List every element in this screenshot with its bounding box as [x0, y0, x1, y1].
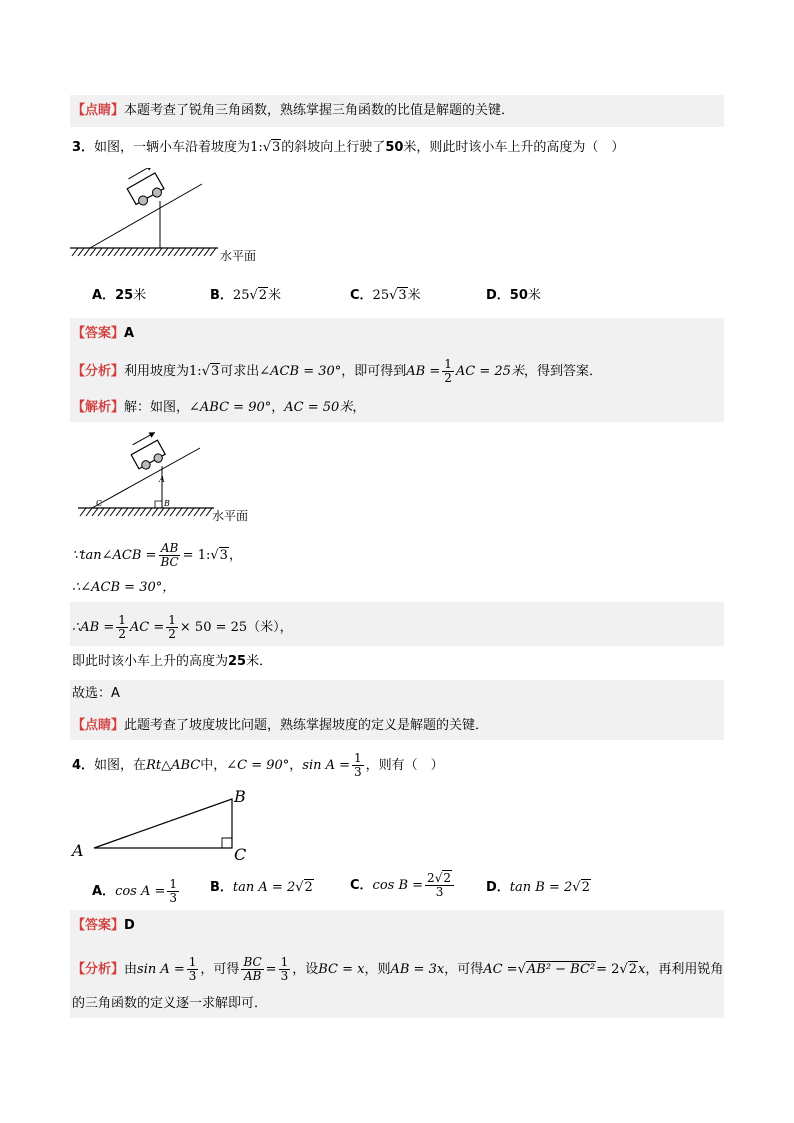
q3-figure-label: 水平面: [220, 249, 257, 263]
q4-label-c: C: [234, 845, 247, 864]
q3-analysis: 【分析】利用坡度为1:√3可求出∠ACB = 30°，即可得到AB = $\frac{1}{2}$ AC = 25米，得到答案．: [72, 357, 602, 385]
fig2-label-c: C: [96, 499, 103, 508]
q4-option-b[interactable]: B．tan A = 2√2: [210, 880, 313, 895]
q4-analysis: 【分析】由sin A = $\frac{1}{3}$ ，可得 $\frac{BC}{AB}$ = $\frac{1}{3}$ ，设BC = x，则AB = 3x，可得AC =√AB² − BC²= 2√2x，再利用锐角: [72, 955, 724, 983]
q3-choose: 故选：A: [72, 686, 120, 701]
fig2-label-b: B: [164, 499, 170, 508]
fig2-label-a: A: [159, 475, 165, 484]
q3-step-2: ∴∠ACB = 30°，: [72, 580, 176, 595]
q4-label-a: A: [72, 841, 84, 860]
q3-option-d[interactable]: D．50米: [486, 288, 541, 303]
prev-dianjing: [72, 101, 514, 121]
q3-slope-ratio: 1:: [250, 140, 263, 155]
q4-stem: 4．如图，在Rt△ABC中，∠C = 90°，sin A = $\frac{1}{3}$ ，则有（ ）: [72, 751, 444, 779]
q3-figure: [70, 168, 270, 268]
q3-solution: 【解析】解：如图，∠ABC = 90°，AC = 50米，: [72, 400, 366, 415]
document-page: [70, 0, 724, 1123]
q3-step-1: ∵tan∠ACB = $\frac{AB}{BC}$ = 1:√3，: [72, 541, 242, 569]
dianjing-tag: 【点睛】: [72, 103, 125, 118]
fig2-plane-label: 水平面: [212, 509, 249, 523]
q3-option-a[interactable]: A．25米: [92, 288, 147, 303]
q4-label-b: B: [234, 787, 246, 806]
q3-step-4: 即此时该小车上升的高度为25米．: [72, 654, 273, 669]
q3-option-b[interactable]: B．25√2米: [210, 288, 282, 303]
dianjing-text: 本题考查了锐角三角函数，熟练掌握三角函数的比值是解题的关键．: [124, 103, 515, 118]
q4-option-a[interactable]: A．cos A = $\frac{1}{3}$: [92, 877, 178, 905]
q3-number: 3．: [72, 140, 95, 155]
q4-option-c[interactable]: C．cos B = $\frac{2√2}{3}$: [350, 872, 456, 899]
q4-option-d[interactable]: D．tan B = 2√2: [486, 880, 590, 895]
q3-solution-figure: [72, 426, 258, 526]
q4-answer: 【答案】D: [72, 918, 135, 933]
q3-dianjing: 【点睛】此题考查了坡度坡比问题，熟练掌握坡度的定义是解题的关键．: [72, 718, 489, 733]
q3-distance: 50: [385, 140, 404, 155]
q3-stem-b: 的斜坡向上行驶了: [281, 140, 386, 155]
q3-option-c[interactable]: C．25√3米: [350, 288, 421, 303]
q3-stem: [72, 138, 624, 158]
car-icon: [122, 168, 168, 208]
q4-triangle-figure: [70, 786, 270, 866]
q3-stem-a: 如图，一辆小车沿着坡度为: [94, 140, 251, 155]
q4-analysis-line2: 的三角函数的定义逐一求解即可．: [72, 996, 268, 1011]
q3-step-3: ∴AB = $\frac{1}{2}$ AC = $\frac{1}{2}$ × 50 = 25（米），: [72, 613, 293, 641]
q3-answer: 【答案】A: [72, 326, 135, 341]
q3-stem-c: 米，则此时该小车上升的高度为（ ）: [403, 140, 625, 155]
q3-slope-sqrt: √3: [262, 140, 281, 155]
